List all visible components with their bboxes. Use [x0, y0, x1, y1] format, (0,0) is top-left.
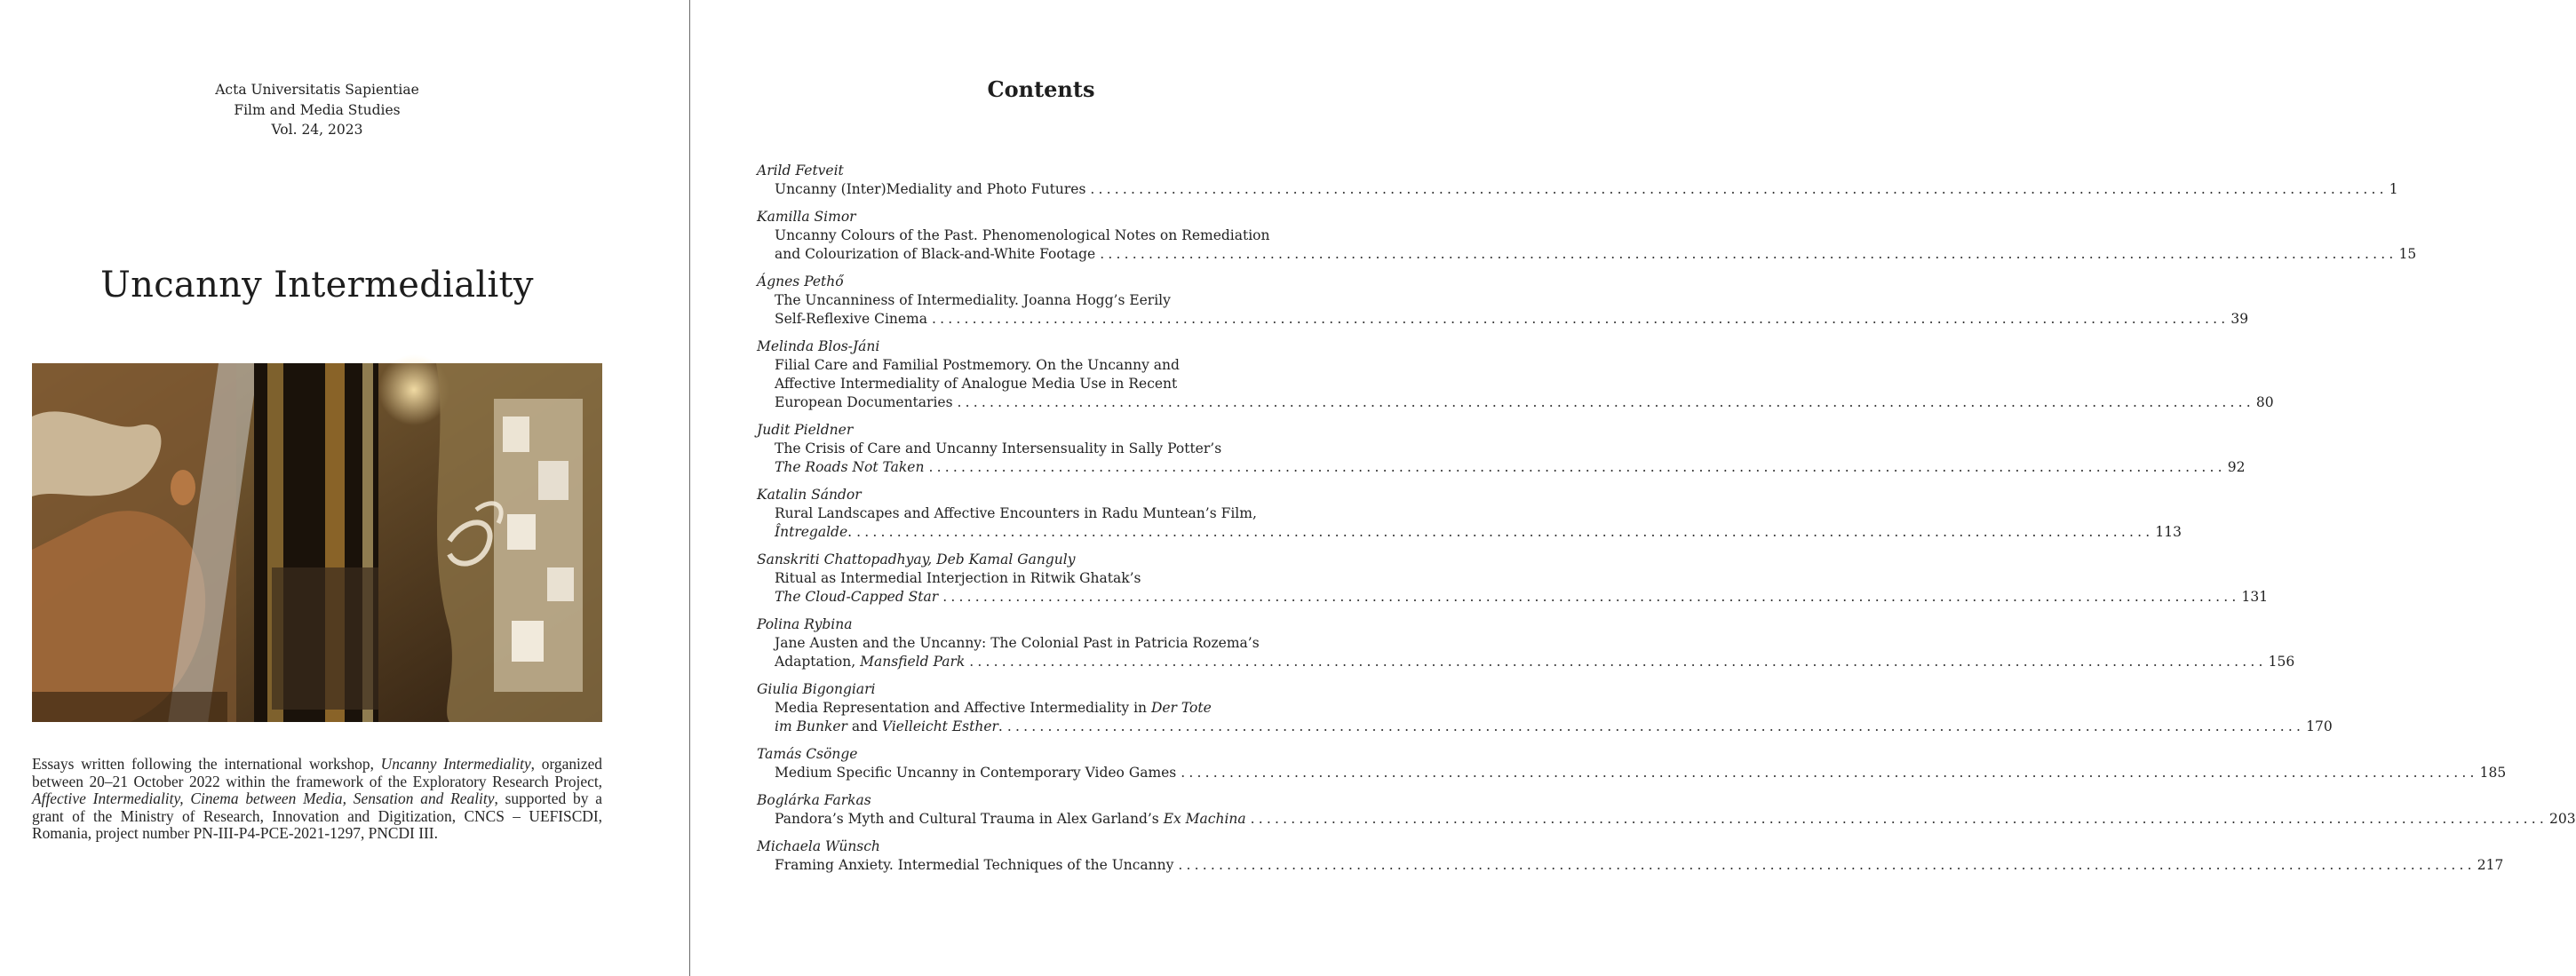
toc-title-text: Filial Care and Familial Postmemory. On the Uncanny and	[775, 357, 1180, 373]
toc-title-line	[757, 356, 1326, 375]
toc-author: Polina Rybina	[757, 616, 853, 632]
toc-title-text: Jane Austen and the Uncanny: The Colonial Past in Patricia Rozema’s	[775, 635, 1260, 651]
page-divider	[689, 0, 690, 976]
toc-title-line	[757, 504, 1326, 523]
toc-title-text: Self-Reflexive Cinema	[775, 311, 927, 327]
blurb-workshop-title: Uncanny Intermediality	[380, 755, 531, 773]
toc-title-line	[757, 588, 2269, 607]
toc-leader-dots: ................................................................................................................................................................	[957, 394, 2254, 410]
toc-title-line	[757, 180, 2398, 199]
journal-info	[139, 80, 495, 140]
toc-leader-dots: ................................................................................................................................................................	[942, 589, 2240, 605]
toc-entry	[757, 615, 2295, 671]
toc-author: Melinda Blos-Jáni	[757, 338, 880, 354]
toc-page-number: 170	[2306, 718, 2333, 734]
toc-title-text: im Bunker and Vielleicht Esther.	[775, 718, 1003, 734]
toc-title-text: Affective Intermediality of Analogue Media Use in Recent	[775, 376, 1178, 392]
toc-title-line	[757, 653, 2295, 671]
blurb-paragraph	[32, 756, 602, 843]
toc-page-number: 39	[2230, 311, 2249, 327]
toc-author: Ágnes Pethő	[757, 274, 844, 290]
toc-author: Sanskriti Chattopadhyay, Deb Kamal Ganguly	[757, 551, 1076, 567]
blurb-project-title: Affective Intermediality, Cinema between Media, Sensation and Reality	[32, 790, 495, 808]
toc-page-number: 203	[2548, 811, 2576, 827]
toc-entry	[757, 273, 2249, 329]
toc-leader-dots: ................................................................................................................................................................	[1090, 181, 2388, 197]
toc-title-line	[757, 393, 2274, 412]
toc-entry	[757, 837, 2504, 875]
book-title: Uncanny Intermediality	[100, 265, 534, 305]
toc-title-line	[757, 764, 2507, 782]
journal-volume: Vol. 24, 2023	[271, 122, 363, 138]
toc-author: Giulia Bigongiari	[757, 681, 876, 697]
toc-title-line	[757, 634, 1326, 653]
toc-title-line	[757, 440, 1326, 458]
toc-entry	[757, 421, 2246, 477]
toc-author: Katalin Sándor	[757, 487, 862, 503]
toc-leader-dots: ................................................................................................................................................................	[856, 524, 2154, 540]
toc-leader-dots: ................................................................................................................................................................	[1100, 246, 2397, 262]
toc-author: Judit Pieldner	[757, 422, 854, 438]
toc-title-line	[757, 245, 2417, 264]
toc-title-text: The Cloud-Capped Star	[775, 589, 939, 605]
toc-title-text: The Uncanniness of Intermediality. Joanna Hogg’s Eerily	[775, 292, 1171, 308]
toc-title-text: Întregalde.	[775, 524, 853, 540]
toc-title-text: Uncanny Colours of the Past. Phenomenological Notes on Remediation	[775, 227, 1270, 243]
toc-title-text: Medium Specific Uncanny in Contemporary Video Games	[775, 765, 1177, 781]
toc-title-line	[757, 226, 1326, 245]
toc-page-number: 131	[2241, 589, 2269, 605]
toc-author: Arild Fetveit	[757, 163, 844, 179]
toc-leader-dots: ................................................................................................................................................................	[1250, 811, 2548, 827]
toc-author: Michaela Wünsch	[757, 838, 880, 854]
toc-page-number: 185	[2479, 765, 2507, 781]
blurb-text-1: Essays written following the international workshop,	[32, 755, 381, 773]
toc-page-number: 113	[2155, 524, 2182, 540]
journal-name: Acta Universitatis Sapientiae	[215, 82, 419, 98]
table-of-contents	[757, 162, 2576, 884]
toc-page-number: 1	[2389, 181, 2398, 197]
toc-entry	[757, 486, 2182, 542]
toc-title-line	[757, 310, 2249, 329]
toc-title-text: The Roads Not Taken	[775, 459, 925, 475]
contents-heading: Contents	[987, 76, 1095, 102]
toc-entry	[757, 745, 2507, 782]
toc-title-text: European Documentaries	[775, 394, 953, 410]
toc-page-number: 15	[2398, 246, 2417, 262]
toc-title-text: and Colourization of Black-and-White Footage	[775, 246, 1096, 262]
toc-leader-dots: ................................................................................................................................................................	[1006, 718, 2305, 734]
toc-entry	[757, 337, 2274, 412]
toc-entry	[757, 791, 2576, 829]
toc-title-line	[757, 523, 2182, 542]
toc-page-number: 80	[2255, 394, 2274, 410]
toc-title-line	[757, 458, 2246, 477]
toc-leader-dots: ................................................................................................................................................................	[928, 459, 2226, 475]
toc-title-text: Framing Anxiety. Intermedial Techniques of the Uncanny	[775, 857, 1174, 873]
blurb-text-3: , supported by a grant of the Ministry of Research, Innovation and Digitization, CNCS – UEFISCDI, Romania, project number PN-III-P4-PCE-2021-1297, PNCDI III.	[32, 790, 603, 843]
cover-image	[32, 363, 602, 722]
toc-title-text: Ritual as Intermedial Interjection in Ritwik Ghatak’s	[775, 570, 1141, 586]
toc-entry	[757, 680, 2333, 736]
toc-entry	[757, 162, 2398, 199]
toc-title-line	[757, 856, 2504, 875]
toc-page-number: 156	[2268, 654, 2295, 670]
toc-title-line	[757, 810, 2576, 829]
blurb-text-2: , organized between 20–21 October 2022 within the framework of the Exploratory Research Project,	[32, 755, 602, 790]
toc-title-line	[757, 718, 2333, 736]
toc-title-line	[757, 375, 1326, 393]
toc-title-line	[757, 569, 1326, 588]
toc-leader-dots: ................................................................................................................................................................	[1181, 765, 2478, 781]
toc-leader-dots: ................................................................................................................................................................	[1178, 857, 2476, 873]
toc-title-text: Rural Landscapes and Affective Encounters in Radu Muntean’s Film,	[775, 505, 1257, 521]
toc-page-number: 92	[2227, 459, 2246, 475]
toc-author: Tamás Csönge	[757, 746, 858, 762]
toc-title-text: Pandora’s Myth and Cultural Trauma in Alex Garland’s Ex Machina	[775, 811, 1246, 827]
toc-title-text: Media Representation and Affective Intermediality in Der Tote	[775, 700, 1212, 716]
toc-title-line	[757, 699, 1326, 718]
toc-leader-dots: ................................................................................................................................................................	[969, 654, 2267, 670]
toc-title-line	[757, 291, 1326, 310]
toc-author: Kamilla Simor	[757, 209, 856, 225]
toc-entry	[757, 208, 2417, 264]
toc-title-text: Uncanny (Inter)Mediality and Photo Futures	[775, 181, 1086, 197]
toc-author: Boglárka Farkas	[757, 792, 871, 808]
toc-title-text: The Crisis of Care and Uncanny Intersensuality in Sally Potter’s	[775, 440, 1222, 456]
journal-series: Film and Media Studies	[234, 101, 401, 118]
toc-title-text: Adaptation, Mansfield Park	[775, 654, 966, 670]
toc-page-number: 217	[2477, 857, 2504, 873]
toc-entry	[757, 551, 2269, 607]
toc-leader-dots: ................................................................................................................................................................	[932, 311, 2230, 327]
